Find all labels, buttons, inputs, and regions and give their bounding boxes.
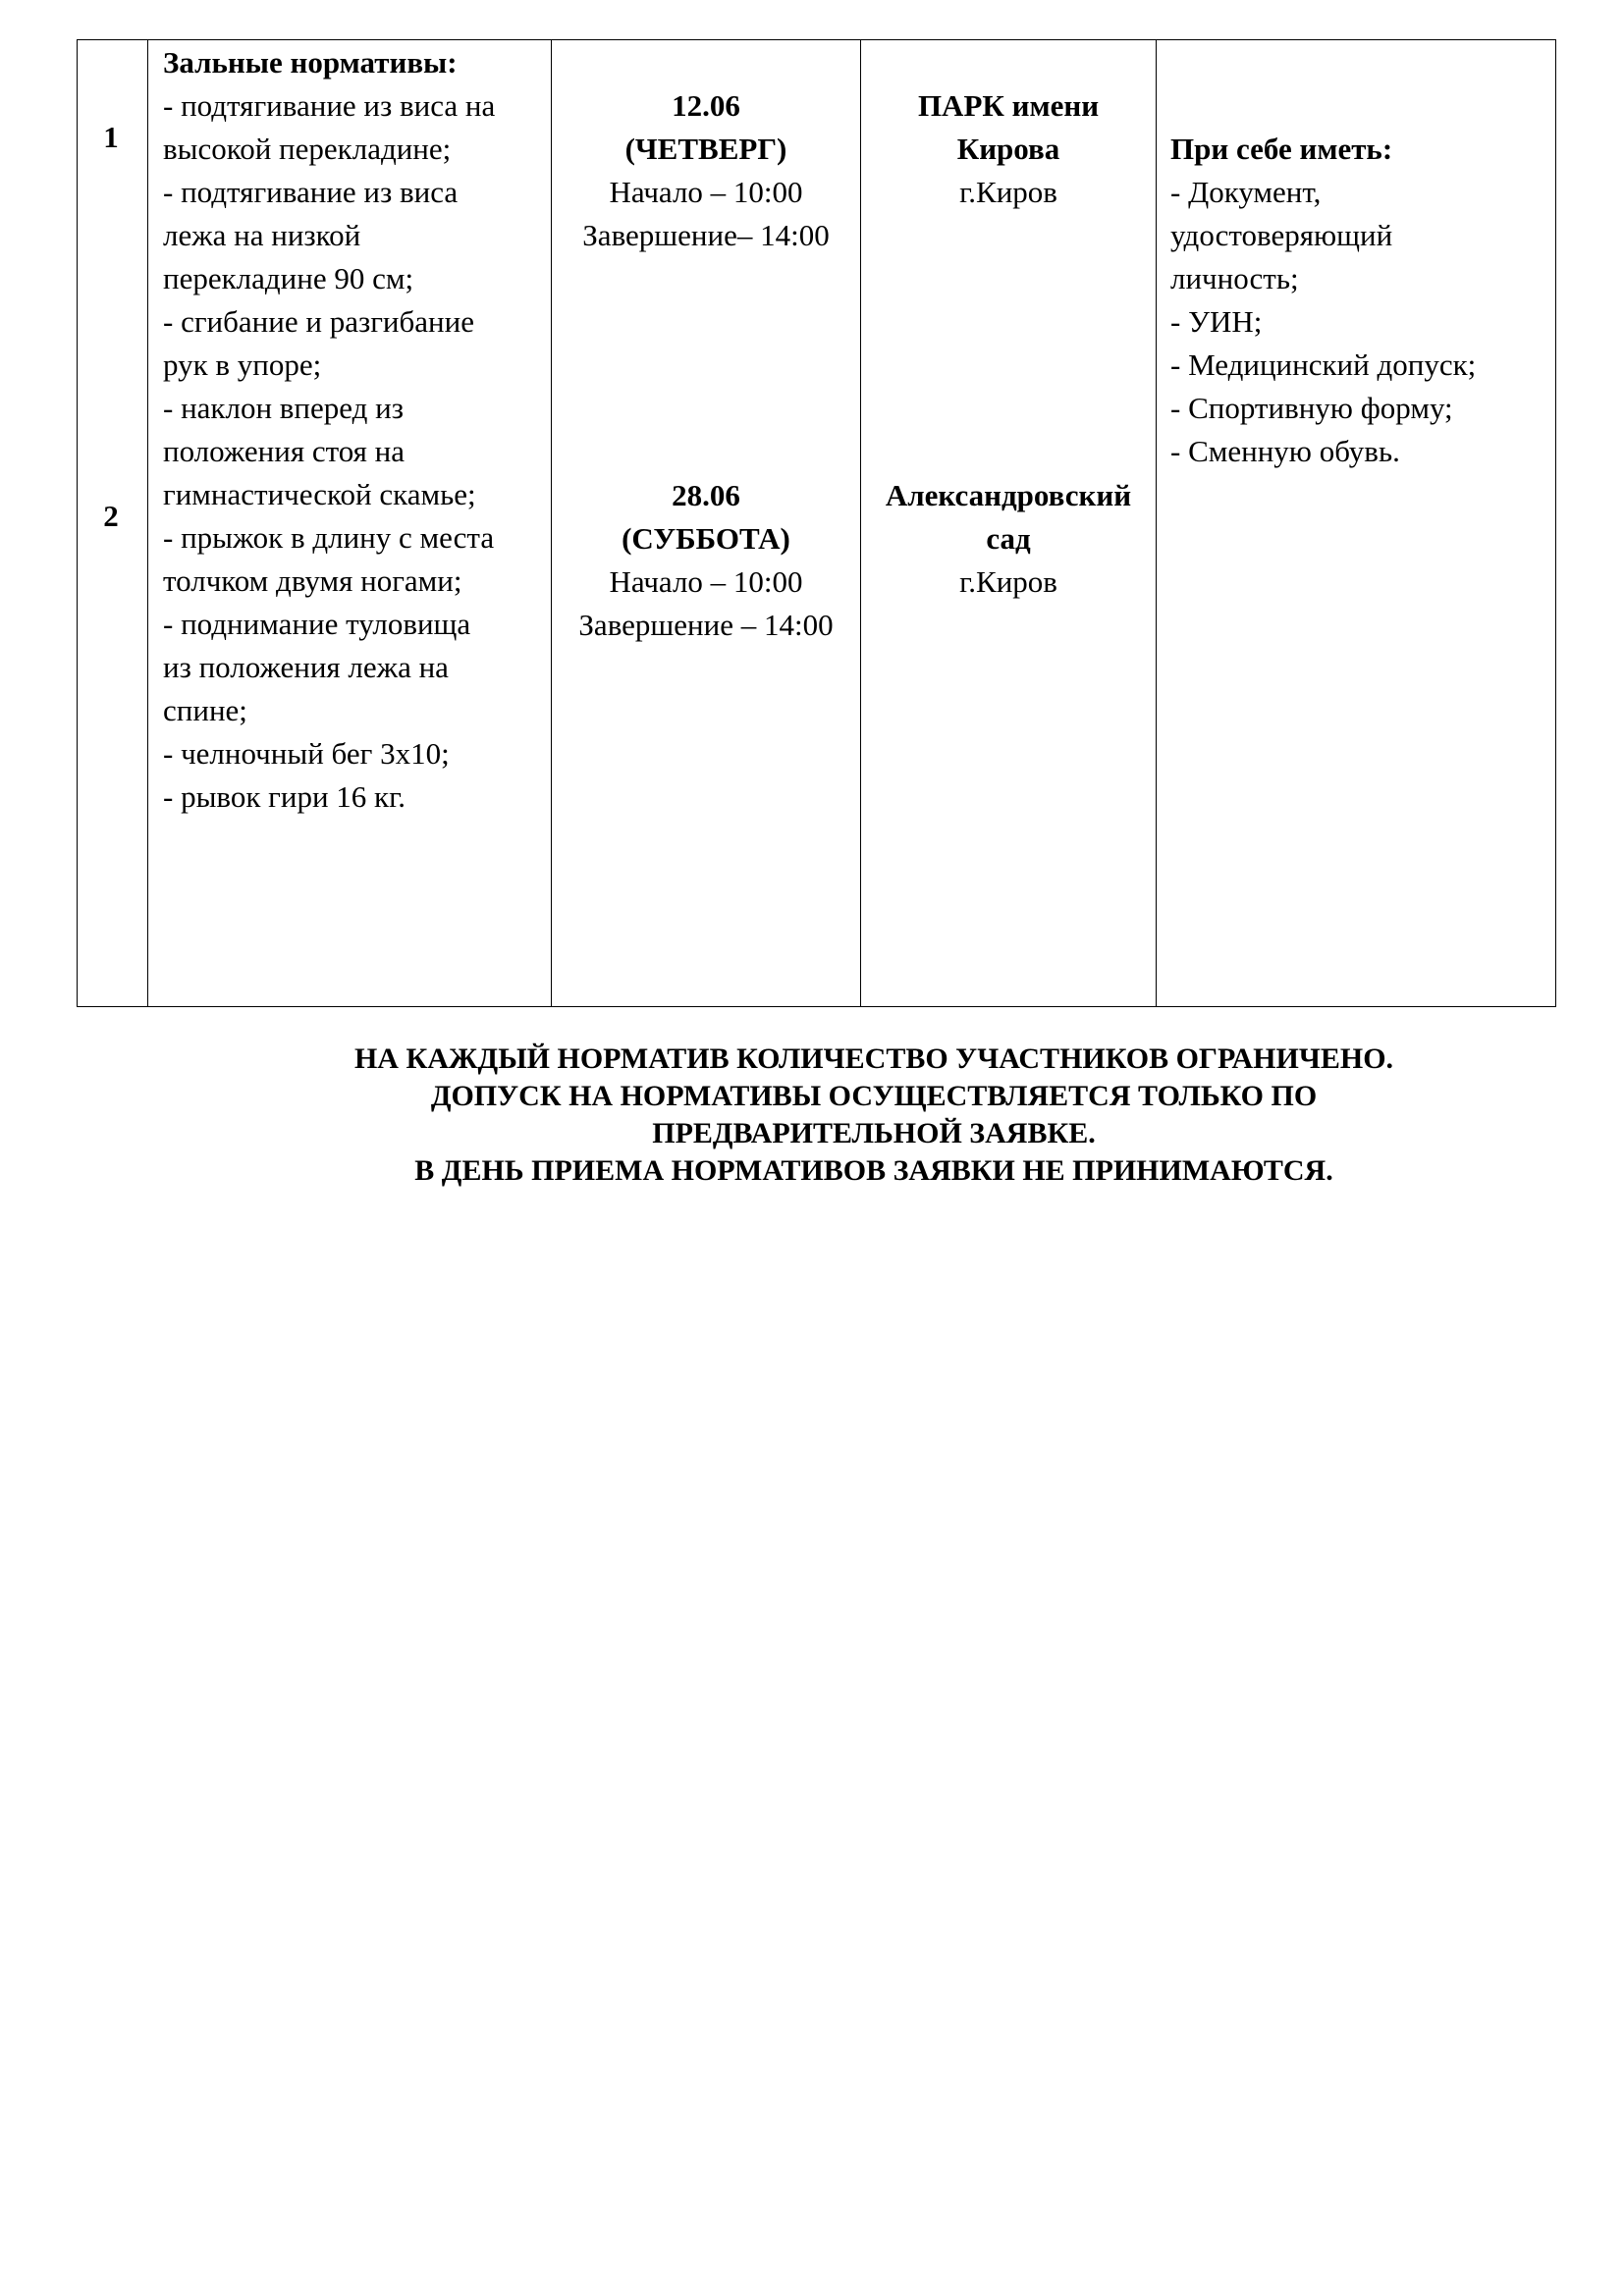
- standard-line: - рывок гири 16 кг.: [163, 779, 406, 814]
- notice-line: ПРЕДВАРИТЕЛЬНОЙ ЗАЯВКЕ.: [652, 1117, 1096, 1149]
- standard-line: - подтягивание из виса: [163, 175, 459, 209]
- standard-line: - наклон вперед из: [163, 391, 404, 425]
- row-number-1: 1: [103, 120, 119, 154]
- standard-line: - прыжок в длину с места: [163, 520, 495, 555]
- location-name: сад: [986, 521, 1031, 556]
- bring-item: личность;: [1170, 261, 1299, 295]
- standard-line: гимнастической скамье;: [163, 477, 476, 511]
- standard-line: высокой перекладине;: [163, 132, 452, 166]
- session-date: 28.06: [672, 478, 740, 512]
- bring-item: - Сменную обувь.: [1170, 434, 1400, 468]
- column-divider: [1156, 39, 1157, 1007]
- session-weekday: (ЧЕТВЕРГ): [624, 132, 787, 166]
- schedule-table: [77, 39, 1556, 1007]
- standard-line: перекладине 90 см;: [163, 261, 414, 295]
- location-name: Александровский: [885, 478, 1132, 512]
- standard-line: - сгибание и разгибание: [163, 304, 474, 339]
- bring-item: удостоверяющий: [1170, 218, 1393, 252]
- standard-line: положения стоя на: [163, 434, 406, 468]
- bring-heading: При себе иметь:: [1170, 132, 1393, 166]
- session-end-time: Завершение – 14:00: [578, 608, 834, 642]
- location-name: ПАРК имени: [917, 88, 1100, 123]
- standards-cell: [163, 41, 546, 819]
- table-border-bottom: [77, 1006, 1556, 1007]
- standards-heading: Зальные нормативы:: [163, 45, 458, 80]
- bring-item: - Медицинский допуск;: [1170, 347, 1477, 382]
- session-start-time: Начало – 10:00: [609, 175, 803, 209]
- session-1-location: [861, 84, 1156, 214]
- location-name: Кирова: [956, 132, 1060, 166]
- session-2-datetime: [552, 474, 860, 647]
- bring-item: - Документ,: [1170, 175, 1322, 209]
- session-date: 12.06: [672, 88, 740, 123]
- bring-with-cell: [1170, 128, 1553, 473]
- standard-line: - челночный бег 3х10;: [163, 736, 450, 771]
- notice-line: НА КАЖДЫЙ НОРМАТИВ КОЛИЧЕСТВО УЧАСТНИКОВ ОГРАНИЧЕНО.: [353, 1042, 1394, 1075]
- bring-item: - УИН;: [1170, 304, 1263, 339]
- table-border-right: [1555, 39, 1556, 1007]
- table-border-top: [77, 39, 1556, 40]
- standard-line: спине;: [163, 693, 247, 727]
- standard-line: - подтягивание из виса на: [163, 88, 496, 123]
- standard-line: - поднимание туловища: [163, 607, 471, 641]
- session-start-time: Начало – 10:00: [609, 564, 803, 599]
- location-city: г.Киров: [959, 175, 1057, 209]
- bring-item: - Спортивную форму;: [1170, 391, 1453, 425]
- standard-line: из положения лежа на: [163, 650, 449, 684]
- location-city: г.Киров: [959, 564, 1057, 599]
- column-divider: [147, 39, 148, 1007]
- session-1-datetime: [552, 84, 860, 257]
- standard-line: лежа на низкой: [163, 218, 361, 252]
- standard-line: рук в упоре;: [163, 347, 322, 382]
- row-number-2: 2: [103, 499, 119, 533]
- notice-line: ДОПУСК НА НОРМАТИВЫ ОСУЩЕСТВЛЯЕТСЯ ТОЛЬКО ПО: [430, 1080, 1318, 1112]
- session-weekday: (СУББОТА): [622, 521, 790, 556]
- notice-line: В ДЕНЬ ПРИЕМА НОРМАТИВОВ ЗАЯВКИ НЕ ПРИНИМАЮТСЯ.: [414, 1154, 1333, 1187]
- standard-line: толчком двумя ногами;: [163, 563, 462, 598]
- participation-notice: [236, 1041, 1512, 1190]
- session-2-location: [861, 474, 1156, 604]
- session-end-time: Завершение– 14:00: [582, 218, 830, 252]
